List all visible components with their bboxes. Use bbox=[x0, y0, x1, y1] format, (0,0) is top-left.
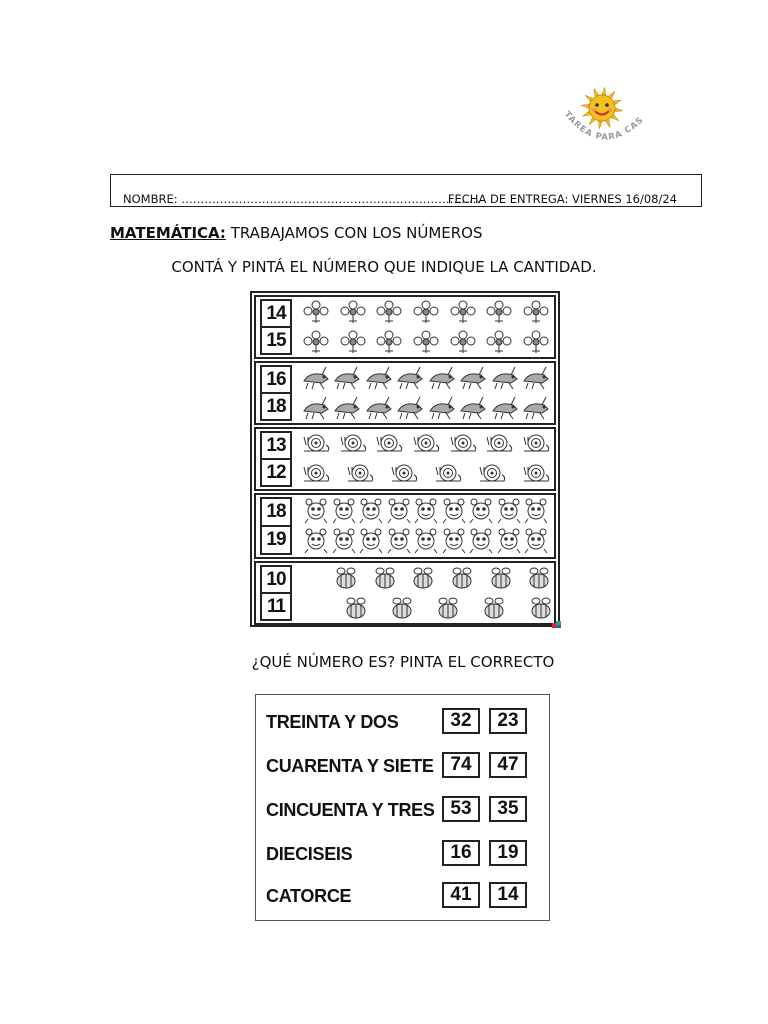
number-options bbox=[260, 431, 292, 487]
word-row bbox=[256, 882, 549, 912]
flower-icon bbox=[375, 329, 403, 357]
number-option[interactable]: 13 bbox=[266, 434, 286, 456]
bug-icon bbox=[330, 497, 358, 525]
counting-worksheet bbox=[250, 291, 560, 627]
snail-icon bbox=[302, 461, 330, 489]
number-option[interactable]: 11 bbox=[262, 592, 290, 619]
bee-pictures bbox=[302, 563, 550, 623]
flower-icon bbox=[485, 329, 513, 357]
number-word: CATORCE bbox=[266, 886, 352, 906]
grasshopper-icon bbox=[396, 365, 424, 393]
grasshopper-pictures bbox=[302, 363, 550, 423]
grasshopper-icon bbox=[459, 365, 487, 393]
number-option[interactable]: 15 bbox=[262, 326, 290, 353]
grasshopper-icon bbox=[491, 395, 519, 423]
number-choice[interactable]: 74 bbox=[442, 752, 480, 778]
bee-icon bbox=[487, 565, 515, 593]
snail-icon bbox=[434, 461, 462, 489]
counting-row-5 bbox=[254, 561, 556, 625]
snail-icon bbox=[375, 431, 403, 459]
bug-icon bbox=[412, 527, 440, 555]
bug-icon bbox=[357, 527, 385, 555]
grasshopper-icon bbox=[365, 365, 393, 393]
bug-icon bbox=[495, 497, 523, 525]
bug-icon bbox=[357, 497, 385, 525]
bug-icon bbox=[522, 527, 550, 555]
bug-icon bbox=[467, 497, 495, 525]
snail-icon bbox=[390, 461, 418, 489]
counting-row-3 bbox=[254, 427, 556, 491]
number-option[interactable]: 14 bbox=[266, 302, 286, 324]
bug-icon bbox=[440, 497, 468, 525]
flower-icon bbox=[412, 299, 440, 327]
flower-icon bbox=[485, 299, 513, 327]
number-choice[interactable]: 32 bbox=[442, 708, 480, 734]
number-choice[interactable]: 53 bbox=[442, 796, 480, 822]
bug-icon bbox=[412, 497, 440, 525]
grasshopper-icon bbox=[333, 395, 361, 423]
subject-title: TRABAJAMOS CON LOS NÚMEROS bbox=[225, 224, 483, 242]
grasshopper-icon bbox=[491, 365, 519, 393]
bug-icon bbox=[385, 497, 413, 525]
counting-instruction: CONTÁ Y PINTÁ EL NÚMERO QUE INDIQUE LA CANTIDAD. bbox=[171, 258, 597, 276]
number-options bbox=[260, 497, 292, 555]
bug-icon bbox=[330, 527, 358, 555]
snail-icon bbox=[485, 431, 513, 459]
flower-icon bbox=[302, 299, 330, 327]
number-word: TREINTA Y DOS bbox=[266, 712, 399, 732]
grasshopper-icon bbox=[459, 395, 487, 423]
word-row bbox=[256, 708, 549, 738]
word-row bbox=[256, 796, 549, 826]
number-word-instruction: ¿QUÉ NÚMERO ES? PINTA EL CORRECTO bbox=[251, 653, 555, 671]
grasshopper-icon bbox=[522, 395, 550, 423]
subject-line bbox=[110, 224, 483, 242]
bug-icon bbox=[440, 527, 468, 555]
snail-icon bbox=[412, 431, 440, 459]
due-date: FECHA DE ENTREGA: VIERNES 16/08/24 bbox=[447, 192, 677, 206]
bug-icon bbox=[302, 527, 330, 555]
number-option[interactable]: 18 bbox=[262, 392, 290, 419]
snail-pictures bbox=[302, 429, 550, 489]
flower-icon bbox=[522, 329, 550, 357]
number-options bbox=[260, 299, 292, 355]
number-choice[interactable]: 23 bbox=[489, 708, 527, 734]
tarea-para-casa-logo bbox=[552, 84, 652, 154]
snail-icon bbox=[339, 431, 367, 459]
snail-icon bbox=[302, 431, 330, 459]
number-option[interactable]: 12 bbox=[262, 458, 290, 485]
snail-icon bbox=[478, 461, 506, 489]
bee-icon bbox=[448, 565, 476, 593]
flower-icon bbox=[522, 299, 550, 327]
sun-icon bbox=[552, 84, 652, 154]
subject-label: MATEMÁTICA: bbox=[110, 224, 226, 242]
word-row bbox=[256, 840, 549, 870]
number-choice[interactable]: 35 bbox=[489, 796, 527, 822]
number-options bbox=[260, 365, 292, 421]
bug-icon bbox=[302, 497, 330, 525]
logo-text: TAREA PARA CAS bbox=[561, 109, 647, 143]
bee-icon bbox=[434, 595, 462, 623]
grasshopper-icon bbox=[428, 395, 456, 423]
counting-row-4 bbox=[254, 493, 556, 559]
snail-icon bbox=[522, 431, 550, 459]
number-word: CINCUENTA Y TRES bbox=[266, 800, 435, 820]
bee-icon bbox=[409, 565, 437, 593]
number-choice[interactable]: 47 bbox=[489, 752, 527, 778]
grasshopper-icon bbox=[333, 365, 361, 393]
number-option[interactable]: 10 bbox=[266, 568, 286, 590]
flower-pictures bbox=[302, 297, 550, 357]
bug-icon bbox=[385, 527, 413, 555]
number-choice[interactable]: 16 bbox=[442, 840, 480, 866]
bug-pictures bbox=[302, 495, 550, 557]
number-options bbox=[260, 565, 292, 621]
bug-icon bbox=[495, 527, 523, 555]
number-option[interactable]: 16 bbox=[266, 368, 286, 390]
grasshopper-icon bbox=[522, 365, 550, 393]
corner-mark-icon bbox=[552, 621, 562, 629]
number-choice[interactable]: 14 bbox=[489, 882, 527, 908]
flower-icon bbox=[449, 299, 477, 327]
grasshopper-icon bbox=[302, 365, 330, 393]
bee-icon bbox=[342, 595, 370, 623]
bee-icon bbox=[480, 595, 508, 623]
grasshopper-icon bbox=[428, 365, 456, 393]
flower-icon bbox=[339, 329, 367, 357]
bee-icon bbox=[525, 565, 553, 593]
number-option[interactable]: 18 bbox=[266, 501, 286, 522]
number-words-table bbox=[255, 694, 550, 921]
bug-icon bbox=[467, 527, 495, 555]
grasshopper-icon bbox=[302, 395, 330, 423]
grasshopper-icon bbox=[396, 395, 424, 423]
flower-icon bbox=[339, 299, 367, 327]
bug-icon bbox=[522, 497, 550, 525]
number-choice[interactable]: 19 bbox=[489, 840, 527, 866]
grasshopper-icon bbox=[365, 395, 393, 423]
snail-icon bbox=[449, 431, 477, 459]
bee-icon bbox=[371, 565, 399, 593]
number-word: DIECISEIS bbox=[266, 844, 353, 864]
number-option[interactable]: 19 bbox=[262, 525, 290, 553]
flower-icon bbox=[412, 329, 440, 357]
snail-icon bbox=[522, 461, 550, 489]
number-choice[interactable]: 41 bbox=[442, 882, 480, 908]
bee-icon bbox=[332, 565, 360, 593]
flower-icon bbox=[449, 329, 477, 357]
word-row bbox=[256, 752, 549, 782]
student-info-box bbox=[110, 174, 702, 207]
counting-row-1 bbox=[254, 295, 556, 359]
number-word: CUARENTA Y SIETE bbox=[266, 756, 434, 776]
bee-icon bbox=[388, 595, 416, 623]
nombre-field[interactable]: NOMBRE: …………………………………………………………………… bbox=[123, 192, 481, 206]
counting-row-2 bbox=[254, 361, 556, 425]
flower-icon bbox=[302, 329, 330, 357]
bee-icon bbox=[527, 595, 555, 623]
snail-icon bbox=[346, 461, 374, 489]
flower-icon bbox=[375, 299, 403, 327]
